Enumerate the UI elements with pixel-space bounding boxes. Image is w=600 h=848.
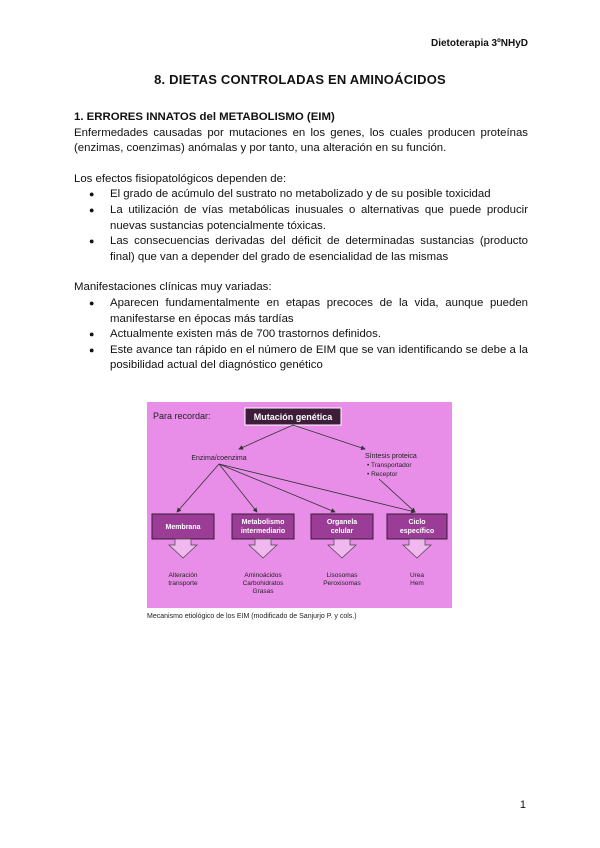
page-title: 8. DIETAS CONTROLADAS EN AMINOÁCIDOS: [154, 72, 446, 87]
svg-text:intermediario: intermediario: [240, 528, 286, 535]
list-item: ● La utilización de vías metabólicas inusuales o alternativas que puede producir nuevas sustancias potencialmente tóxicas.: [110, 203, 528, 234]
page-number: 1: [519, 799, 526, 811]
right-item: • Receptor: [367, 471, 398, 478]
manifest-lead: Manifestaciones clínicas muy variadas:: [74, 281, 272, 294]
box-membrana: [152, 514, 214, 558]
list-item: ● Las consecuencias derivadas del déficit de determinadas sustancias (producto final) que van a depender del grado de esencialidad de las mismas: [110, 234, 528, 265]
left-branch-label: Enzima/coenzima: [191, 455, 247, 462]
effects-lead: Los efectos fisiopatológicos dependen de:: [74, 172, 287, 185]
eim-diagram: [147, 402, 452, 608]
right-item: • Transportador: [367, 462, 412, 469]
list-item: ● Actualmente existen más de 700 trastornos definidos.: [110, 327, 528, 343]
course-header: Dietoterapia 3ºNHyD: [430, 38, 528, 49]
manifest-list: [74, 296, 528, 374]
outcome-label: Peroxisomas: [323, 580, 361, 587]
list-item: ● El grado de acúmulo del sustrato no metabolizado y de su posible toxicidad: [110, 187, 528, 203]
outcome-label: Aminoácidos: [244, 572, 282, 579]
eim-diagram-svg: [147, 402, 452, 608]
box-organela: [311, 514, 373, 558]
svg-text:Organela: Organela: [326, 519, 358, 526]
list-item: ● Este avance tan rápido en el número de EIM que se van identificando se debe a la posibilidad actual del diagnóstico genético: [110, 343, 528, 374]
list-item: ● Aparecen fundamentalmente en etapas precoces de la vida, aunque pueden manifestarse en épocas más tardías: [110, 296, 528, 327]
svg-text:celular: celular: [330, 528, 354, 535]
svg-text:Ciclo: Ciclo: [408, 519, 426, 526]
outcome-label: Grasas: [252, 588, 274, 595]
main-content: [74, 110, 528, 374]
section-heading: 1. ERRORES INNATOS del METABOLISMO (EIM): [74, 111, 335, 123]
outcome-label: Lisosomas: [326, 572, 358, 579]
outcome-label: Hem: [410, 580, 424, 587]
effects-list: [74, 187, 528, 265]
right-branch-label: Síntesis proteica: [365, 453, 417, 460]
reminder-label: Para recordar:: [153, 411, 211, 421]
outcome-label: transporte: [168, 580, 198, 587]
intro-paragraph: Enfermedades causadas por mutaciones en los genes, los cuales producen proteínas (enzimas, coenzimas) anómalas y por tanto, una alteración en su función.: [74, 126, 528, 155]
top-box-label: Mutación genética: [253, 412, 333, 422]
box-ciclo: [387, 514, 447, 558]
svg-text:específico: específico: [399, 528, 435, 535]
outcome-label: Urea: [409, 572, 425, 579]
outcome-label: Carbohidratos: [242, 580, 284, 587]
figure-caption: Mecanismo etiológico de los EIM (modificado de Sanjurjo P. y cols.): [147, 613, 357, 620]
svg-text:Membrana: Membrana: [165, 524, 201, 531]
box-metabolismo: [232, 514, 294, 558]
svg-text:Metabolismo: Metabolismo: [241, 519, 285, 526]
outcome-label: Alteración: [168, 572, 198, 579]
